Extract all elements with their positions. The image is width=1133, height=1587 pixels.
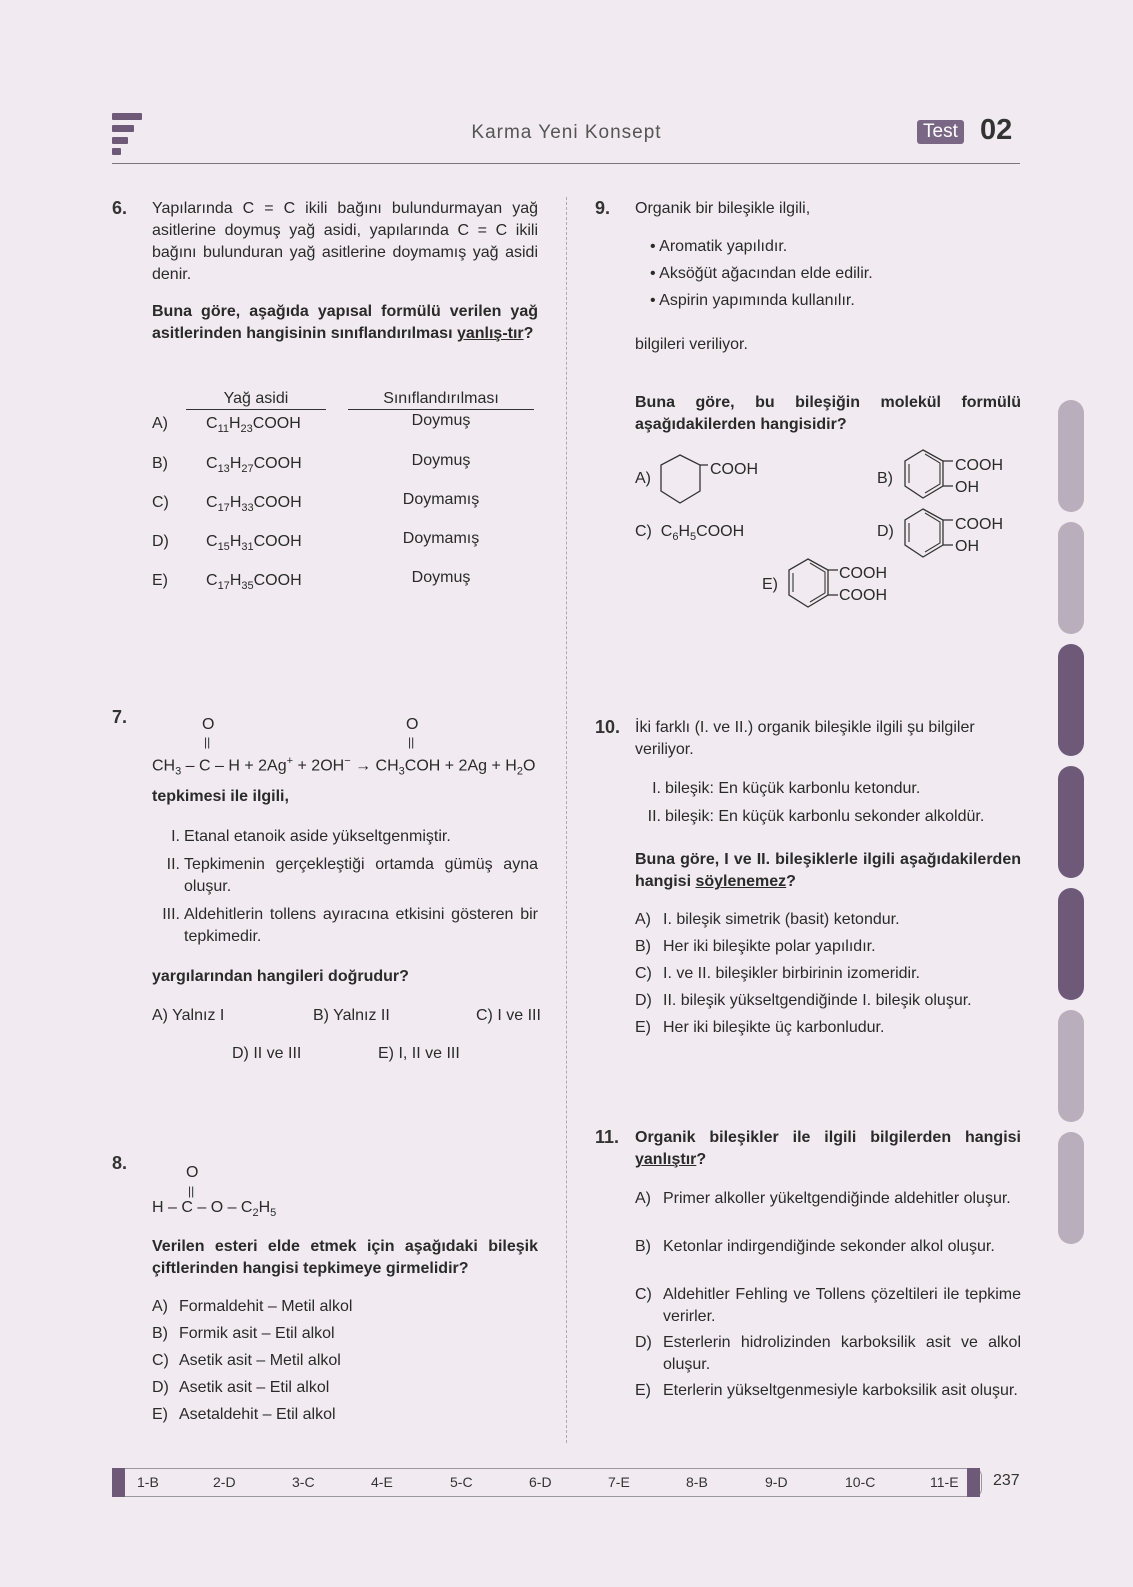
answer-key-item: 3-C [292,1474,315,1490]
q10-number: 10. [595,717,621,737]
side-tab-7 [1058,1132,1084,1244]
side-tab-2 [1058,522,1084,634]
q6-option-label[interactable]: E) [152,572,168,589]
q10-statements: I. bileşik: En küçük karbonlu ketondur. II. bileşik: En küçük karbonlu sekonder alkoldür. [647,780,985,825]
q7-carbonyl-o-right: O [406,716,419,733]
q9-option-b-cooh: COOH [955,457,1003,474]
q9-intro: Organik bir bileşikle ilgili, [635,200,811,217]
q6-option-formula: $C_{17}H_{33}COOH$ [206,494,302,515]
q9-option-b-label[interactable]: B) [877,470,893,487]
answer-key-right-cap [967,1468,980,1497]
side-tab-6 [1058,1010,1084,1122]
q8-number: 8. [112,1153,128,1173]
q8-option[interactable]: E) Asetaldehit – Etil alkol [152,1406,336,1423]
q6-option-classification: Doymuş [411,452,471,469]
q11-option[interactable]: B) Ketonlar indirgendiğinde sekonder alkol oluşur. [635,1238,995,1255]
side-tab-1 [1058,400,1084,512]
q7-carbonyl-o-left: O [202,716,215,733]
q6-option-formula: $C_{17}H_{35}COOH$ [206,572,302,593]
q10-option[interactable]: D) II. bileşik yükseltgendiğinde I. bileşik oluşur. [635,992,972,1009]
q7-equation: $CH_3 - C - H + 2Ag^+ + 2OH^- \to CH_3COH + 2Ag + H_2O$ [152,755,536,778]
q6-option-classification: Doymamış [402,530,480,547]
q8-option[interactable]: C) Asetik asit – Metil alkol [152,1352,341,1369]
q9-option-e-cooh-bottom: COOH [839,587,887,604]
q9-question: Buna göre, bu bileşiğin molekül formülü aşağıdakilerden hangisidir? [635,394,1021,433]
answer-key-item: 11-E [930,1474,959,1490]
q7-double-bond-right: || [408,735,415,749]
q9-option-a-cooh: COOH [710,461,758,478]
q9-option-b-benzene-ring [903,448,955,504]
answer-key-item: 7-E [608,1474,630,1490]
q7-option-e[interactable]: E) I, II ve III [378,1045,460,1062]
q9-option-d-cooh: COOH [955,516,1003,533]
q6-col-header-classification: Sınıflandırılması [348,390,534,410]
q10-option[interactable]: C) I. ve II. bileşikler birbirinin izomeridir. [635,965,920,982]
answer-key-item: 5-C [450,1474,473,1490]
q6-col-header-fatty-acid: Yağ asidi [186,390,326,410]
q10-question: Buna göre, I ve II. bileşiklerle ilgili aşağıdakilerden hangisi söylenemez? [635,851,1021,890]
q9-option-d-benzene-ring [903,507,955,563]
q11-option[interactable]: E) Eterlerin yükseltgenmesiyle karboksilik asit oluşur. [635,1382,1018,1399]
side-tab-3 [1058,644,1084,756]
q8-option[interactable]: D) Asetik asit – Etil alkol [152,1379,330,1396]
q6-option-formula: $C_{15}H_{31}COOH$ [206,533,302,554]
q11-option[interactable]: D) Esterlerin hidrolizinden karboksilik asit ve alkol oluşur. [635,1334,1021,1373]
q7-option-c[interactable]: C) I ve III [476,1007,541,1024]
q7-double-bond-left: || [204,735,211,749]
q8-option[interactable]: B) Formik asit – Etil alkol [152,1325,335,1342]
q9-number: 9. [595,198,611,218]
answer-key-left-cap [112,1468,125,1497]
q11-number: 11. [595,1127,620,1147]
q7-number: 7. [112,707,128,727]
answer-key-item: 9-D [765,1474,788,1490]
q6-option-label[interactable]: A) [152,415,168,432]
q9-option-e-label[interactable]: E) [762,576,778,593]
q8-question: Verilen esteri elde etmek için aşağıdaki bileşik çiftlerinden hangisi tepkimeye girmelidir? [152,1238,538,1277]
answer-key-item: 8-B [686,1474,708,1490]
answer-key-item: 1-B [137,1474,159,1490]
header-title: Karma Yeni Konsept [471,122,662,143]
q6-option-classification: Doymuş [411,569,471,586]
q6-option-label[interactable]: D) [152,533,169,550]
answer-key-item: 6-D [529,1474,552,1490]
q9-option-a-cyclohexane [660,454,710,506]
answer-key-item: 2-D [213,1474,236,1490]
q11-question: Organik bileşikler ile ilgili bilgilerden hangisi yanlıştır? [635,1129,1021,1168]
side-tab-4 [1058,766,1084,878]
q6-option-classification: Doymuş [411,412,471,429]
q7-option-d[interactable]: D) II ve III [232,1045,302,1062]
q6-option-classification: Doymamış [402,491,480,508]
column-divider [566,197,567,1443]
q8-ester-formula: H – C – O – $C_2H_5$ [152,1199,277,1220]
q7-question: yargılarından hangileri doğrudur? [152,968,409,985]
q9-option-e-benzene-ring [786,557,840,613]
q9-option-b-oh: OH [955,479,979,496]
q11-option[interactable]: A) Primer alkoller yükeltgendiğinde aldehitler oluşur. [635,1190,1011,1207]
q7-statements: I. Etanal etanoik aside yükseltgenmiştir. II. Tepkimenin gerçekleştiği ortamda gümüş ayna oluşur. III. Aldehitlerin tollens ayıracına etkisini gösteren bir tepkimedir. [162,828,538,945]
q6-intro: Yapılarında C = C ikili bağını bulundurmayan yağ asitlerine doymuş yağ asidi, yapılarında C = C ikili bağını bulunduran yağ asitlerine doymamış yağ asidi denir. [152,200,538,283]
q9-option-e-cooh-top: COOH [839,565,887,582]
q9-option-a-label[interactable]: A) [635,470,651,487]
q6-number: 6. [112,198,128,218]
answer-key-item: 10-C [845,1474,876,1490]
test-number: 02 [980,114,1013,146]
q9-option-d-oh: OH [955,538,979,555]
q10-option[interactable]: A) I. bileşik simetrik (basit) ketondur. [635,911,900,928]
q7-option-a[interactable]: A) Yalnız I [152,1007,225,1024]
q6-option-formula: $C_{11}H_{23}COOH$ [206,415,301,436]
q9-option-c[interactable]: C) $C_6H_5COOH$ [635,523,745,544]
side-tab-5 [1058,888,1084,1000]
test-badge: Test [917,120,964,144]
q10-option[interactable]: E) Her iki bileşikte üç karbonludur. [635,1019,885,1036]
page-number: 237 [993,1472,1020,1489]
q8-double-bond: || [188,1184,195,1198]
q11-option[interactable]: C) Aldehitler Fehling ve Tollens çözeltileri ile tepkime verirler. [635,1286,1021,1325]
q9-lead: bilgileri veriliyor. [635,336,748,353]
q9-bullets: • Aromatik yapılıdır. • Aksöğüt ağacından elde edilir. • Aspirin yapımında kullanılır. [650,238,873,309]
q7-lead: tepkimesi ile ilgili, [152,788,289,805]
q6-option-label[interactable]: B) [152,455,168,472]
answer-key-item: 4-E [371,1474,393,1490]
q6-option-label[interactable]: C) [152,494,169,511]
header-divider [112,163,1020,164]
q8-option[interactable]: A) Formaldehit – Metil alkol [152,1298,353,1315]
q9-option-d-label[interactable]: D) [877,523,894,540]
q6-question: Buna göre, aşağıda yapısal formülü verilen yağ asitlerinden hangisinin sınıflandırılması yanlış-tır? [152,303,538,342]
q10-intro: İki farklı (I. ve II.) organik bileşikle ilgili şu bilgiler veriliyor. [635,719,975,758]
q7-option-b[interactable]: B) Yalnız II [313,1007,390,1024]
q8-carbonyl-o: O [186,1164,199,1181]
q6-option-formula: $C_{13}H_{27}COOH$ [206,455,302,476]
q10-option[interactable]: B) Her iki bileşikte polar yapılıdır. [635,938,876,955]
